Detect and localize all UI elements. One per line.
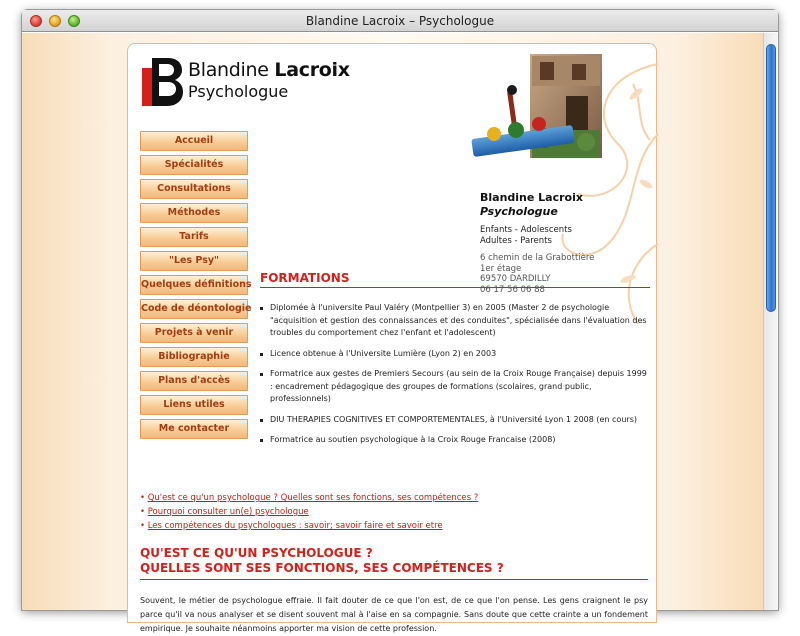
nav-item-consultations[interactable]: Consultations: [140, 179, 248, 199]
nav-item-les-psy[interactable]: "Les Psy": [140, 251, 248, 271]
list-item: DIU THERAPIES COGNITIVES ET COMPORTEMENTALES, à l'Université Lyon 1 2008 (en cours): [260, 414, 650, 427]
list-item: Formatrice aux gestes de Premiers Secours (au sein de la Croix Rouge Française) depuis 1999 : encadrement pédagogique des groupes de formations (scolaires, grand public, professionnels): [260, 368, 650, 406]
list-item: Licence obtenue à l'Universite Lumière (Lyon 2) en 2003: [260, 348, 650, 361]
question-section: [140, 546, 648, 636]
question-text: Souvent, le métier de psychologue effraie. Il fait douter de ce que l'on est, de ce que l'on pense. Les gens craignent le psy parce qu'il va nous analyser et se disent souvent mal à l'aise en sa compagnie. Sans doute que cette crainte a un fondement empirique. Je souhaite néanmoins apporter ma vision de cette profession.: [140, 596, 648, 633]
nav-item-methodes[interactable]: Méthodes: [140, 203, 248, 223]
anchor-row: [140, 491, 640, 505]
anchor-link-competences[interactable]: Les compétences du psychologues : savoir; savoir faire et savoir etre: [147, 521, 443, 531]
contact-address-line: 6 chemin de la Grabottière: [480, 253, 595, 263]
section-title-formations: FORMATIONS: [260, 271, 650, 288]
bullet-icon: •: [140, 493, 146, 503]
nav-item-specialites[interactable]: Spécialités: [140, 155, 248, 175]
anchor-row: [140, 519, 640, 533]
close-window-icon[interactable]: [30, 15, 42, 27]
contact-address-line: 69570 DARDILLY: [480, 274, 551, 284]
page-viewport: [22, 33, 763, 633]
logo-name: [188, 59, 350, 81]
nav-item-contact[interactable]: Me contacter: [140, 419, 248, 439]
anchor-link-pourquoi[interactable]: Pourquoi consulter un(e) psychologue: [147, 507, 309, 517]
contact-title: Psychologue: [480, 205, 558, 218]
scrollbar-thumb[interactable]: [766, 44, 776, 312]
nav-item-liens-utiles[interactable]: Liens utiles: [140, 395, 248, 415]
contact-audience-line: Adultes - Parents: [480, 236, 552, 246]
nav-item-plans-acces[interactable]: Plans d'accès: [140, 371, 248, 391]
formations-section: [260, 271, 650, 455]
bullet-icon: •: [140, 521, 146, 531]
contact-address-line: 1er étage: [480, 263, 522, 274]
nav-item-definitions[interactable]: Quelques définitions: [140, 275, 248, 295]
title-bar[interactable]: [22, 10, 778, 32]
logo-last-name: Lacroix: [274, 59, 350, 81]
nav-item-bibliographie[interactable]: Bibliographie: [140, 347, 248, 367]
nav-item-accueil[interactable]: Accueil: [140, 131, 248, 151]
question-title-line: QUELLES SONT SES FONCTIONS, SES COMPÉTENCES ?: [140, 561, 504, 575]
bullet-icon: •: [140, 507, 146, 517]
main-navigation: [140, 131, 252, 443]
logo-first-name: Blandine: [188, 59, 269, 81]
question-title-line: QU'EST CE QU'UN PSYCHOLOGUE ?: [140, 546, 373, 560]
nav-item-projets[interactable]: Projets à venir: [140, 323, 248, 343]
formations-list: [260, 302, 650, 447]
contact-audience-line: Enfants - Adolescents: [480, 225, 572, 235]
vertical-scrollbar[interactable]: [763, 33, 778, 610]
list-item: Diplomée à l'universite Paul Valéry (Montpellier 3) en 2005 (Master 2 de psychologie "acquisition et gestion des connaissances et des conduites", spécialisée dans l'évaluation des troubles du comportement chez l'enfant et l'adolescent): [260, 302, 650, 340]
page-container: [127, 43, 657, 633]
contact-name: Blandine Lacroix: [480, 191, 583, 204]
question-title: [140, 546, 648, 580]
browser-window: [22, 10, 778, 633]
logo-subtitle: Psychologue: [188, 82, 289, 101]
contact-phone: 06 17 56 06 88: [480, 284, 545, 295]
minimize-window-icon[interactable]: [49, 15, 61, 27]
zoom-window-icon[interactable]: [68, 15, 80, 27]
anchor-row: [140, 505, 640, 519]
window-title: Blandine Lacroix – Psychologue: [305, 14, 495, 28]
nav-item-deontologie[interactable]: Code de déontologie: [140, 299, 248, 319]
contact-audience: [480, 225, 650, 247]
nav-item-tarifs[interactable]: Tarifs: [140, 227, 248, 247]
list-item: Formatrice au soutien psychologique à la Croix Rouge Francaise (2008): [260, 434, 650, 447]
site-logo[interactable]: [140, 56, 350, 110]
anchor-link-definition[interactable]: Qu'est ce qu'un psychologue ? Quelles sont ses fonctions, ses compétences ?: [147, 493, 479, 503]
header-photo-icon: [466, 52, 604, 168]
logo-monogram-icon: [140, 56, 184, 108]
anchor-links: [140, 491, 640, 533]
